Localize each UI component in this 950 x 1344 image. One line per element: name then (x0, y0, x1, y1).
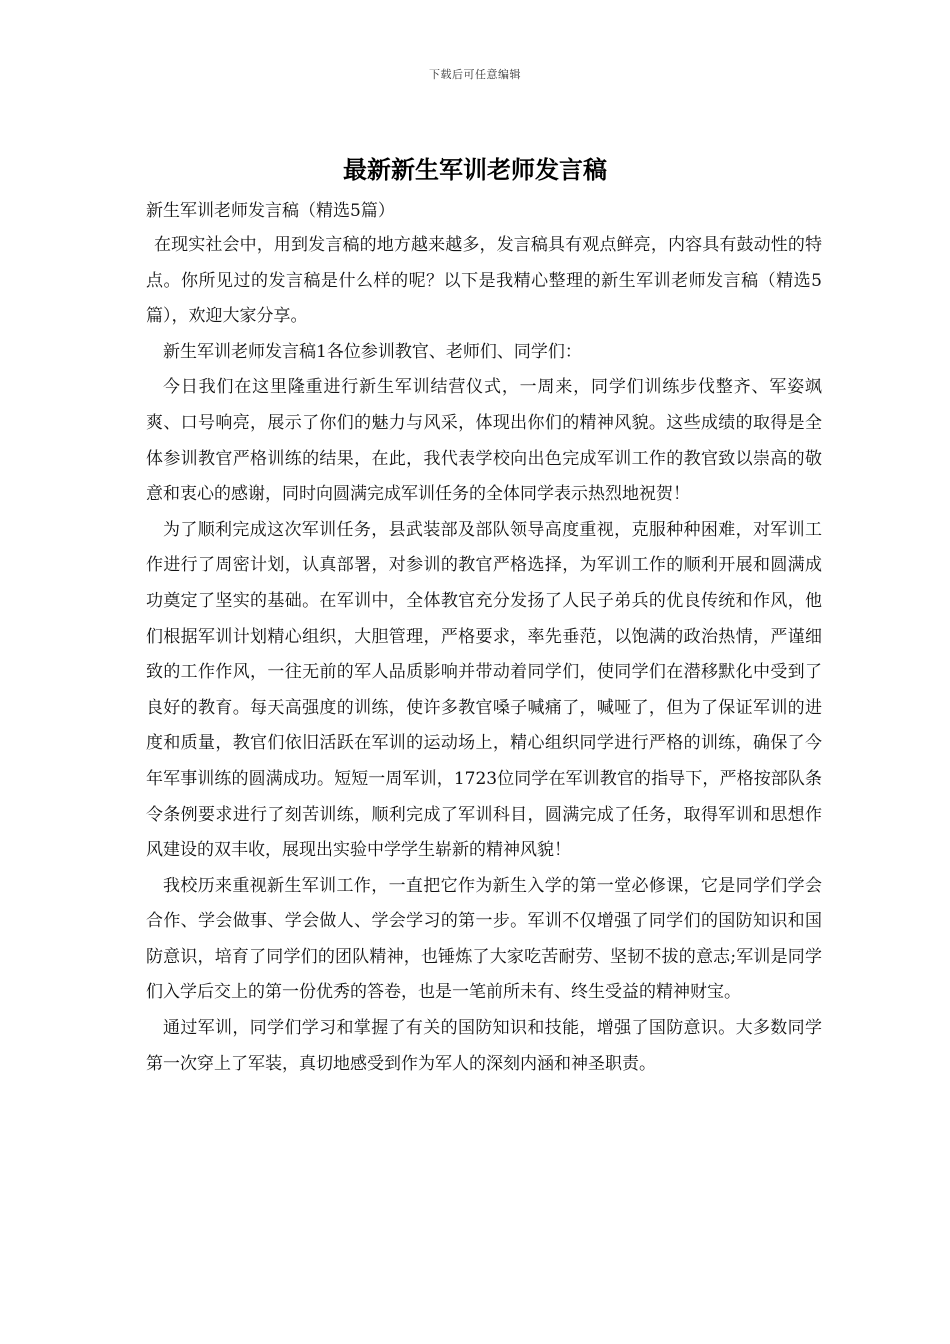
paragraph-intro: 在现实社会中，用到发言稿的地方越来越多，发言稿具有观点鲜亮，内容具有鼓动性的特点。你所见过的发言稿是什么样的呢？以下是我精心整理的新生军训老师发言稿（精选5篇），欢迎大家分享。 (146, 235, 822, 327)
paragraph-salutation: 新生军训老师发言稿1各位参训教官、老师们、同学们： (163, 341, 582, 362)
paragraph-school: 我校历来重视新生军训工作，一直把它作为新生入学的第一堂必修课，它是同学们学会合作、学会做事、学会做人、学会学习的第一步。军训不仅增强了同学们的国防知识和国防意识，培育了同学们的团队精神，也锤炼了大家吃苦耐劳、坚韧不拔的意志;军训是同学们入学后交上的第一份优秀的答卷，也是一笔前所未有、终生受益的精神财宝。 (146, 875, 822, 1003)
page-title: 最新新生军训老师发言稿 (343, 156, 607, 184)
document-body (146, 194, 822, 1082)
paragraph-conclusion: 通过军训，同学们学习和掌握了有关的国防知识和技能，增强了国防意识。大多数同学第一次穿上了军装，真切地感受到作为军人的深刻内涵和神圣职责。 (146, 1018, 822, 1074)
document-subtitle: 新生军训老师发言稿（精选5篇） (146, 201, 395, 221)
header-note: 下载后可任意编辑 (429, 68, 521, 81)
paragraph-opening: 今日我们在这里隆重进行新生军训结营仪式，一周来，同学们训练步伐整齐、军姿飒爽、口号响亮，展示了你们的魅力与风采，体现出你们的精神风貌。这些成绩的取得是全体参训教官严格训练的结果，在此，我代表学校向出色完成军训工作的教官致以崇高的敬意和衷心的感谢，同时向圆满完成军训任务的全体同学表示热烈地祝贺！ (146, 377, 822, 505)
paragraph-training: 为了顺利完成这次军训任务，县武装部及部队领导高度重视，克服种种困难，对军训工作进行了周密计划，认真部署，对参训的教官严格选择，为军训工作的顺利开展和圆满成功奠定了坚实的基础。在军训中，全体教官充分发扬了人民子弟兵的优良传统和作风，他们根据军训计划精心组织，大胆管理，严格要求，率先垂范，以饱满的政治热情，严谨细致的工作作风，一往无前的军人品质影响并带动着同学们，使同学们在潜移默化中受到了良好的教育。每天高强度的训练，使许多教官嗓子喊痛了，喊哑了，但为了保证军训的进度和质量，教官们依旧活跃在军训的运动场上，精心组织同学进行严格的训练，确保了今年军事训练的圆满成功。短短一周军训，1723位同学在军训教官的指导下，严格按部队条令条例要求进行了刻苦训练，顺利完成了军训科目，圆满完成了任务，取得军训和思想作风建设的双丰收，展现出实验中学学生崭新的精神风貌！ (146, 519, 822, 861)
